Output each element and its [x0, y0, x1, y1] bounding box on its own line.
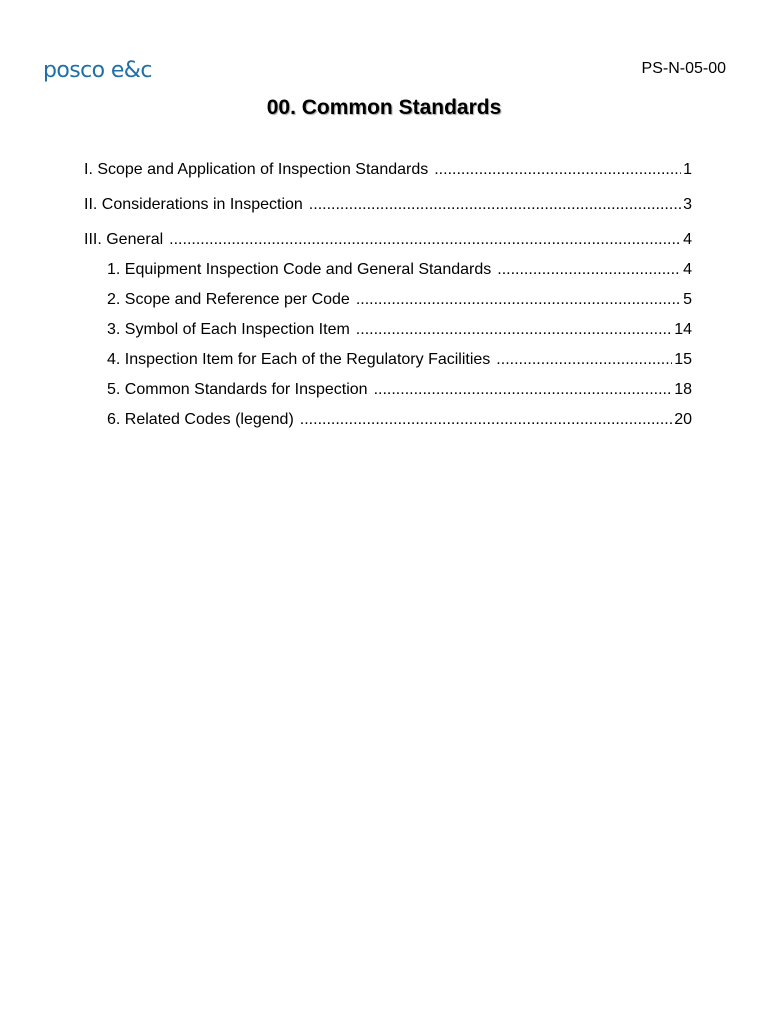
toc-entry[interactable]: [84, 255, 692, 285]
toc-entry[interactable]: [84, 190, 692, 225]
toc-leader-dots: [374, 375, 673, 405]
table-of-contents: [84, 155, 692, 435]
toc-entry-page: 14: [674, 321, 692, 338]
document-code: PS-N-05-00: [641, 60, 726, 77]
toc-entry-page: 5: [683, 291, 692, 308]
toc-entry-label: II. Considerations in Inspection: [84, 196, 303, 213]
toc-entry[interactable]: [84, 345, 692, 375]
toc-entry-label: 6. Related Codes (legend): [107, 411, 294, 428]
toc-entry-label: 1. Equipment Inspection Code and General Standards: [107, 261, 492, 278]
toc-entry-page: 20: [674, 411, 692, 428]
toc-entry-label: III. General: [84, 231, 164, 248]
toc-entry[interactable]: [84, 315, 692, 345]
toc-entry-label: 5. Common Standards for Inspection: [107, 381, 368, 398]
toc-leader-dots: [300, 405, 672, 435]
toc-entry[interactable]: [84, 225, 692, 255]
toc-entry-page: 15: [674, 351, 692, 368]
toc-leader-dots: [309, 190, 681, 220]
toc-entry-page: 4: [683, 231, 692, 248]
logo-text: posco e&c: [43, 58, 152, 83]
toc-leader-dots: [434, 155, 681, 185]
page-title: 00. Common Standards: [266, 96, 502, 119]
toc-entry-label: 4. Inspection Item for Each of the Regulatory Facilities: [107, 351, 491, 368]
toc-leader-dots: [356, 285, 681, 315]
toc-entry-page: 1: [683, 161, 692, 178]
toc-entry[interactable]: [84, 155, 692, 190]
toc-entry-page: 3: [683, 196, 692, 213]
toc-entry[interactable]: [84, 405, 692, 435]
toc-entry-label: 2. Scope and Reference per Code: [107, 291, 350, 308]
toc-entry[interactable]: [84, 375, 692, 405]
toc-leader-dots: [497, 255, 681, 285]
toc-leader-dots: [496, 345, 672, 375]
toc-entry-label: 3. Symbol of Each Inspection Item: [107, 321, 350, 338]
company-logo: [43, 57, 152, 85]
toc-leader-dots: [356, 315, 672, 345]
toc-leader-dots: [169, 225, 681, 255]
toc-entry-label: I. Scope and Application of Inspection Standards: [84, 161, 429, 178]
toc-entry-page: 18: [674, 381, 692, 398]
toc-entry-page: 4: [683, 261, 692, 278]
toc-entry[interactable]: [84, 285, 692, 315]
